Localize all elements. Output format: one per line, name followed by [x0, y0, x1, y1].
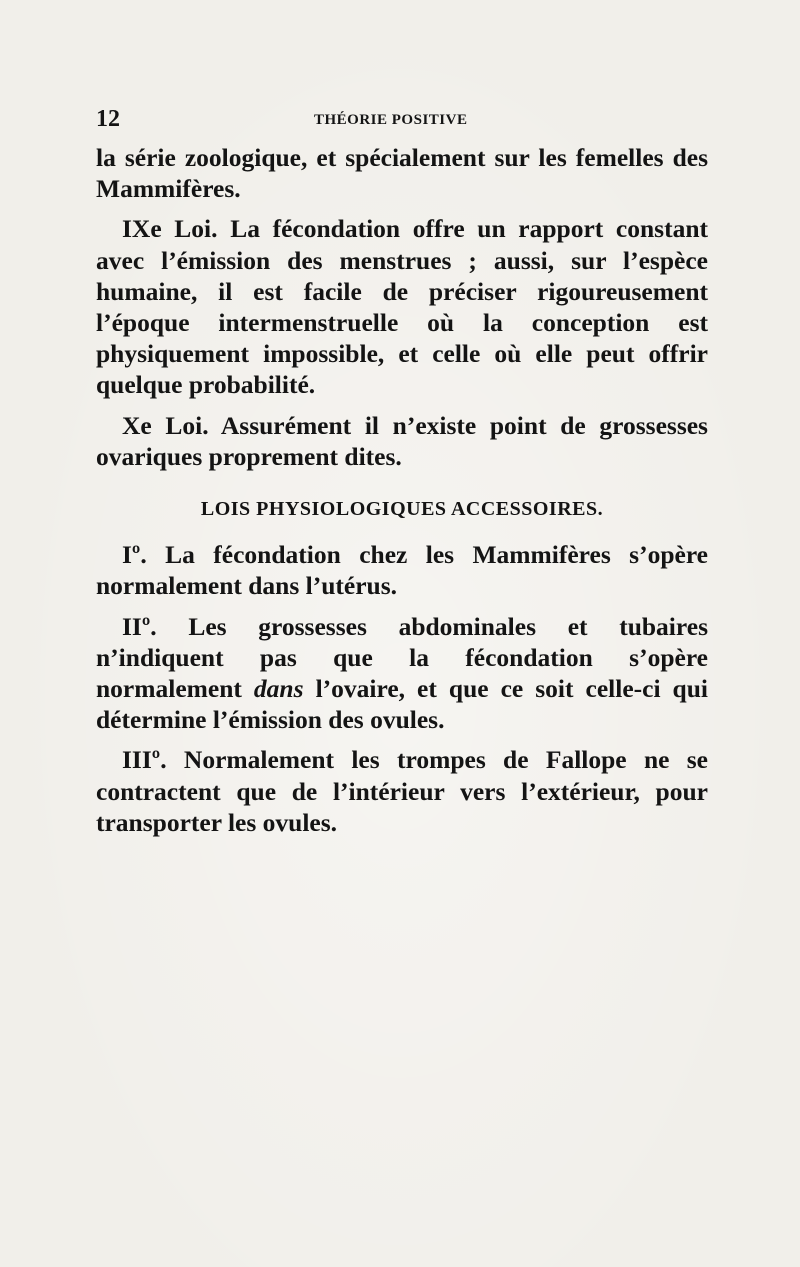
page-header: [96, 106, 708, 136]
page-body: [96, 142, 708, 847]
law-x-paragraph: [96, 410, 708, 472]
accessory-law-ii-text-before: Les grossesses abdominales et tubaires n’indiquent pas que la fécondation s’opère normalement: [96, 611, 708, 704]
accessory-law-ii-text-after: l’ovaire, et que ce soit celle-ci qui détermine l’émission des ovules.: [96, 674, 709, 735]
law-ix-lead: IXe Loi.: [122, 214, 218, 244]
paragraph-text: la série zoologique, et spécialement sur les femelles des Mammifères.: [96, 143, 708, 204]
paragraph-continuation: [96, 142, 708, 204]
accessory-law-iii-text: Normalement les trompes de Fallope ne se contractent que de l’intérieur vers l’extérieur, pour transporter les ovules.: [96, 745, 708, 837]
section-title: LOIS PHYSIOLOGIQUES ACCESSOIRES.: [200, 498, 604, 521]
accessory-law-ii-italic: dans: [253, 674, 304, 704]
accessory-law-i-lead: Iº.: [122, 540, 147, 570]
accessory-law-iii-lead: IIIº.: [122, 745, 167, 775]
page-number: 12: [96, 106, 120, 132]
law-ix-text: La fécondation offre un rapport constant avec l’émission des menstrues ; aussi, sur l’espèce humaine, il est facile de préciser rigoureusement l’époque intermenstruelle où la conception est physiquement impossible, et celle où elle peut offrir quelque probabilité.: [96, 214, 709, 400]
accessory-law-ii-lead: IIº.: [122, 611, 157, 641]
accessory-law-i-paragraph: [96, 539, 708, 601]
accessory-law-iii-paragraph: [96, 744, 708, 838]
law-x-text: Assurément il n’existe point de grossesses ovariques proprement dites.: [96, 410, 708, 471]
law-ix-paragraph: [96, 213, 708, 400]
accessory-law-ii-paragraph: [96, 611, 708, 736]
law-x-lead: Xe Loi.: [122, 410, 209, 440]
running-head: THÉORIE POSITIVE: [314, 112, 468, 128]
accessory-law-i-text: La fécondation chez les Mammifères s’opère normalement dans l’utérus.: [96, 540, 709, 601]
